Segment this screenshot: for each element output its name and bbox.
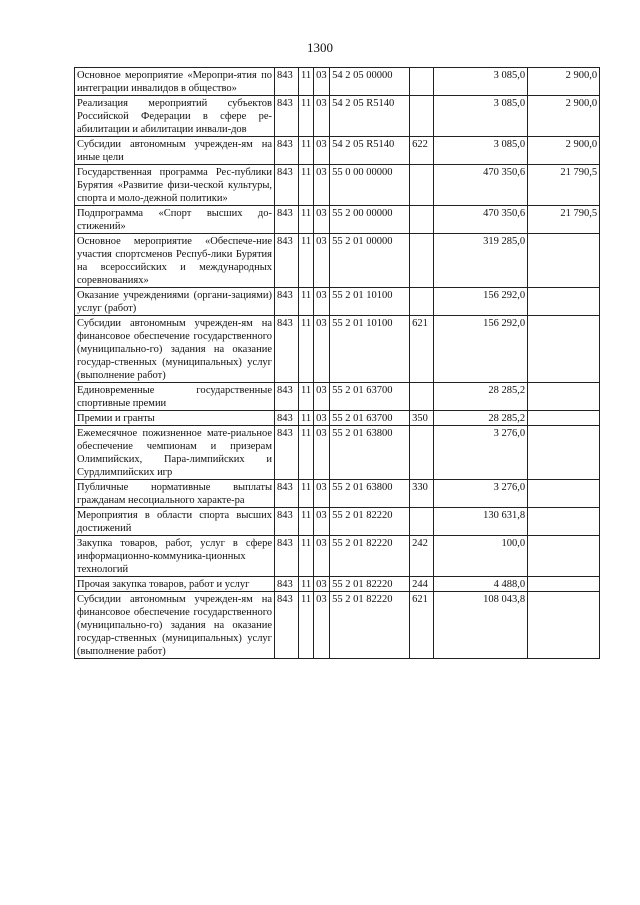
row-amount-year1: 319 285,0: [434, 234, 528, 288]
table-row: [75, 426, 600, 480]
row-expense-type-code: 621: [410, 592, 434, 659]
row-amount-year2: 2 900,0: [528, 137, 600, 165]
row-section-code: 11: [299, 288, 314, 316]
row-subsection-code: 03: [314, 206, 330, 234]
row-target-article-code: 55 0 00 00000: [330, 165, 410, 206]
row-section-code: 11: [299, 383, 314, 411]
table-row: [75, 536, 600, 577]
row-name: Премии и гранты: [75, 411, 275, 426]
row-amount-year1: 3 276,0: [434, 426, 528, 480]
row-grbs-code: 843: [275, 592, 299, 659]
row-amount-year1: 470 350,6: [434, 206, 528, 234]
row-amount-year2: [528, 288, 600, 316]
row-subsection-code: 03: [314, 411, 330, 426]
row-grbs-code: 843: [275, 480, 299, 508]
row-section-code: 11: [299, 137, 314, 165]
row-expense-type-code: [410, 234, 434, 288]
row-grbs-code: 843: [275, 96, 299, 137]
row-amount-year2: [528, 536, 600, 577]
row-amount-year2: [528, 592, 600, 659]
row-name: Единовременные государственные спортивные премии: [75, 383, 275, 411]
row-expense-type-code: 330: [410, 480, 434, 508]
row-name: Ежемесячное пожизненное мате-риальное обеспечение чемпионам и призерам Олимпийских, Пара-лимпийских и Сурдлимпийских игр: [75, 426, 275, 480]
row-name: Подпрограмма «Спорт высших до-стижений»: [75, 206, 275, 234]
row-amount-year2: [528, 426, 600, 480]
row-section-code: 11: [299, 316, 314, 383]
row-subsection-code: 03: [314, 234, 330, 288]
row-target-article-code: 55 2 01 10100: [330, 288, 410, 316]
row-grbs-code: 843: [275, 68, 299, 96]
table-row: [75, 96, 600, 137]
row-subsection-code: 03: [314, 592, 330, 659]
row-section-code: 11: [299, 234, 314, 288]
row-amount-year1: 3 085,0: [434, 68, 528, 96]
table-row: [75, 68, 600, 96]
row-expense-type-code: [410, 96, 434, 137]
row-target-article-code: 55 2 01 00000: [330, 234, 410, 288]
row-expense-type-code: [410, 383, 434, 411]
row-section-code: 11: [299, 536, 314, 577]
row-target-article-code: 55 2 01 63800: [330, 480, 410, 508]
row-target-article-code: 55 2 01 82220: [330, 577, 410, 592]
row-subsection-code: 03: [314, 383, 330, 411]
row-target-article-code: 54 2 05 R5140: [330, 96, 410, 137]
row-target-article-code: 55 2 00 00000: [330, 206, 410, 234]
row-expense-type-code: [410, 165, 434, 206]
row-expense-type-code: [410, 288, 434, 316]
row-expense-type-code: [410, 206, 434, 234]
row-grbs-code: 843: [275, 234, 299, 288]
table-row: [75, 234, 600, 288]
row-grbs-code: 843: [275, 165, 299, 206]
page-number: 1300: [307, 40, 333, 55]
row-expense-type-code: 622: [410, 137, 434, 165]
row-amount-year2: [528, 508, 600, 536]
row-subsection-code: 03: [314, 316, 330, 383]
row-section-code: 11: [299, 480, 314, 508]
row-section-code: 11: [299, 68, 314, 96]
row-name: Оказание учреждениями (органи-зациями) услуг (работ): [75, 288, 275, 316]
table-row: [75, 480, 600, 508]
table-row: [75, 411, 600, 426]
row-target-article-code: 55 2 01 82220: [330, 592, 410, 659]
row-subsection-code: 03: [314, 426, 330, 480]
row-name: Основное мероприятие «Меропри-ятия по интеграции инвалидов в общество»: [75, 68, 275, 96]
row-name: Публичные нормативные выплаты гражданам несоциального характе-ра: [75, 480, 275, 508]
row-amount-year1: 4 488,0: [434, 577, 528, 592]
row-amount-year1: 28 285,2: [434, 383, 528, 411]
row-expense-type-code: [410, 68, 434, 96]
row-subsection-code: 03: [314, 536, 330, 577]
row-grbs-code: 843: [275, 577, 299, 592]
row-amount-year1: 3 085,0: [434, 96, 528, 137]
row-subsection-code: 03: [314, 508, 330, 536]
row-subsection-code: 03: [314, 577, 330, 592]
row-amount-year2: [528, 383, 600, 411]
row-amount-year2: 21 790,5: [528, 165, 600, 206]
row-grbs-code: 843: [275, 288, 299, 316]
row-subsection-code: 03: [314, 96, 330, 137]
row-amount-year2: [528, 411, 600, 426]
row-amount-year1: 3 085,0: [434, 137, 528, 165]
row-target-article-code: 54 2 05 R5140: [330, 137, 410, 165]
row-target-article-code: 55 2 01 63700: [330, 383, 410, 411]
row-name: Субсидии автономным учрежден-ям на финансовое обеспечение государственного (муниципально-го) задания на оказание государ-ственных (муниципальных) услуг (выполнение работ): [75, 316, 275, 383]
row-subsection-code: 03: [314, 480, 330, 508]
row-section-code: 11: [299, 165, 314, 206]
row-grbs-code: 843: [275, 426, 299, 480]
row-grbs-code: 843: [275, 383, 299, 411]
row-amount-year2: [528, 577, 600, 592]
row-grbs-code: 843: [275, 536, 299, 577]
row-amount-year2: 2 900,0: [528, 68, 600, 96]
row-amount-year1: 156 292,0: [434, 288, 528, 316]
table-row: [75, 577, 600, 592]
row-name: Субсидии автономным учрежден-ям на иные цели: [75, 137, 275, 165]
row-grbs-code: 843: [275, 137, 299, 165]
row-section-code: 11: [299, 577, 314, 592]
row-expense-type-code: [410, 426, 434, 480]
row-amount-year1: 3 276,0: [434, 480, 528, 508]
row-name: Реализация мероприятий субъектов Российской Федерации в сфере ре-абилитации и абилитации инвали-дов: [75, 96, 275, 137]
row-target-article-code: 55 2 01 82220: [330, 508, 410, 536]
row-section-code: 11: [299, 508, 314, 536]
row-grbs-code: 843: [275, 411, 299, 426]
row-grbs-code: 843: [275, 316, 299, 383]
row-expense-type-code: 242: [410, 536, 434, 577]
row-grbs-code: 843: [275, 508, 299, 536]
row-amount-year2: [528, 480, 600, 508]
row-section-code: 11: [299, 206, 314, 234]
table-row: [75, 383, 600, 411]
row-amount-year1: 470 350,6: [434, 165, 528, 206]
row-target-article-code: 55 2 01 82220: [330, 536, 410, 577]
table-row: [75, 206, 600, 234]
row-grbs-code: 843: [275, 206, 299, 234]
row-amount-year1: 100,0: [434, 536, 528, 577]
row-amount-year1: 130 631,8: [434, 508, 528, 536]
row-subsection-code: 03: [314, 68, 330, 96]
row-name: Закупка товаров, работ, услуг в сфере информационно-коммуника-ционных технологий: [75, 536, 275, 577]
row-expense-type-code: 350: [410, 411, 434, 426]
table-row: [75, 592, 600, 659]
row-subsection-code: 03: [314, 137, 330, 165]
row-target-article-code: 55 2 01 63700: [330, 411, 410, 426]
row-section-code: 11: [299, 411, 314, 426]
table-row: [75, 316, 600, 383]
row-subsection-code: 03: [314, 288, 330, 316]
row-amount-year1: 28 285,2: [434, 411, 528, 426]
table-row: [75, 137, 600, 165]
row-amount-year2: [528, 316, 600, 383]
row-expense-type-code: 244: [410, 577, 434, 592]
row-subsection-code: 03: [314, 165, 330, 206]
row-target-article-code: 55 2 01 63800: [330, 426, 410, 480]
row-section-code: 11: [299, 426, 314, 480]
row-amount-year2: 2 900,0: [528, 96, 600, 137]
row-amount-year1: 156 292,0: [434, 316, 528, 383]
row-name: Мероприятия в области спорта высших достижений: [75, 508, 275, 536]
table-row: [75, 288, 600, 316]
row-expense-type-code: 621: [410, 316, 434, 383]
row-name: Государственная программа Рес-публики Бурятия «Развитие физи-ческой культуры, спорта и моло-дежной политики»: [75, 165, 275, 206]
budget-table: [74, 67, 600, 659]
row-name: Основное мероприятие «Обеспече-ние участия спортсменов Респуб-лики Бурятия на всероссийских и международных соревнованиях»: [75, 234, 275, 288]
row-expense-type-code: [410, 508, 434, 536]
row-section-code: 11: [299, 592, 314, 659]
row-section-code: 11: [299, 96, 314, 137]
row-name: Субсидии автономным учрежден-ям на финансовое обеспечение государственного (муниципально-го) задания на оказание государ-ственных (муниципальных) услуг (выполнение работ): [75, 592, 275, 659]
row-target-article-code: 55 2 01 10100: [330, 316, 410, 383]
row-name: Прочая закупка товаров, работ и услуг: [75, 577, 275, 592]
row-target-article-code: 54 2 05 00000: [330, 68, 410, 96]
row-amount-year1: 108 043,8: [434, 592, 528, 659]
table-row: [75, 165, 600, 206]
row-amount-year2: 21 790,5: [528, 206, 600, 234]
table-row: [75, 508, 600, 536]
row-amount-year2: [528, 234, 600, 288]
